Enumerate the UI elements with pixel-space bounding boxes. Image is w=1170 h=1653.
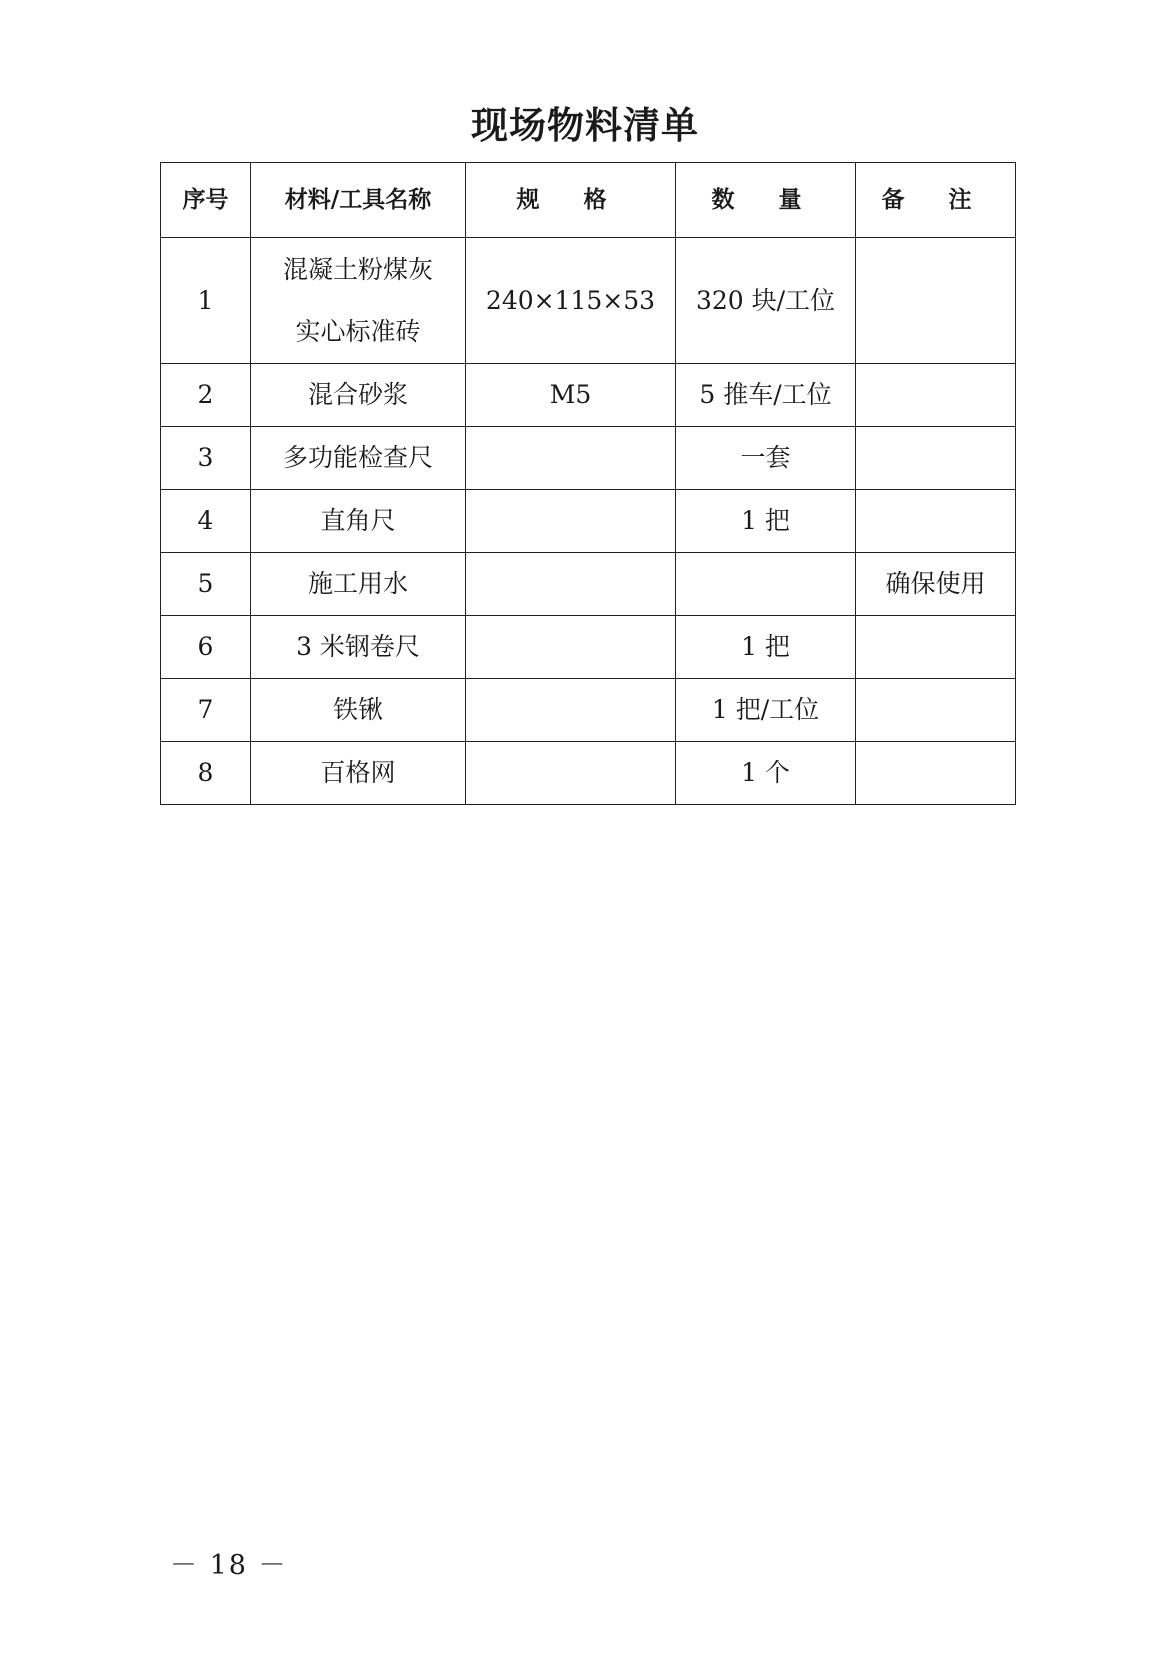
cell-name: 多功能检查尺 [251, 427, 466, 490]
cell-index: 6 [161, 616, 251, 679]
cell-name: 施工用水 [251, 553, 466, 616]
cell-name: 直角尺 [251, 490, 466, 553]
cell-quantity: 1 把 [676, 616, 856, 679]
cell-spec [466, 490, 676, 553]
cell-name: 混合砂浆 [251, 364, 466, 427]
cell-name: 3 米钢卷尺 [251, 616, 466, 679]
cell-note [856, 490, 1016, 553]
table-row [161, 490, 1016, 553]
cell-note: 确保使用 [856, 553, 1016, 616]
table-row [161, 364, 1016, 427]
cell-quantity: 1 个 [676, 742, 856, 805]
cell-name-line: 实心标准砖 [295, 316, 421, 346]
materials-table [160, 162, 1016, 805]
cell-index: 8 [161, 742, 251, 805]
cell-spec [466, 742, 676, 805]
cell-index: 1 [161, 238, 251, 364]
table-row [161, 616, 1016, 679]
cell-quantity: 一套 [676, 427, 856, 490]
cell-name: 铁锹 [251, 679, 466, 742]
cell-index: 4 [161, 490, 251, 553]
cell-index: 7 [161, 679, 251, 742]
cell-note [856, 364, 1016, 427]
cell-index: 3 [161, 427, 251, 490]
table-header-row [161, 163, 1016, 238]
cell-note [856, 427, 1016, 490]
cell-spec [466, 616, 676, 679]
page-number: － 18 － [170, 1550, 288, 1581]
cell-quantity: 5 推车/工位 [676, 364, 856, 427]
cell-index: 2 [161, 364, 251, 427]
table-row [161, 742, 1016, 805]
cell-quantity [676, 553, 856, 616]
cell-spec [466, 679, 676, 742]
table-row [161, 427, 1016, 490]
table-row [161, 679, 1016, 742]
cell-note [856, 742, 1016, 805]
table-row [161, 238, 1016, 364]
cell-note [856, 679, 1016, 742]
cell-name: 百格网 [251, 742, 466, 805]
cell-quantity: 1 把 [676, 490, 856, 553]
header-spec: 规 格 [466, 163, 676, 238]
cell-name [251, 238, 466, 364]
cell-quantity: 320 块/工位 [676, 238, 856, 364]
table-row [161, 553, 1016, 616]
header-index: 序号 [161, 163, 251, 238]
page-title: 现场物料清单 [471, 104, 699, 147]
cell-index: 5 [161, 553, 251, 616]
header-note: 备 注 [856, 163, 1016, 238]
header-name: 材料/工具名称 [251, 163, 466, 238]
cell-spec [466, 553, 676, 616]
cell-note [856, 616, 1016, 679]
cell-spec: 240×115×53 [466, 238, 676, 364]
cell-quantity: 1 把/工位 [676, 679, 856, 742]
cell-spec [466, 427, 676, 490]
cell-note [856, 238, 1016, 364]
cell-name-line: 混凝土粉煤灰 [282, 254, 433, 284]
header-quantity: 数 量 [676, 163, 856, 238]
cell-spec: M5 [466, 364, 676, 427]
